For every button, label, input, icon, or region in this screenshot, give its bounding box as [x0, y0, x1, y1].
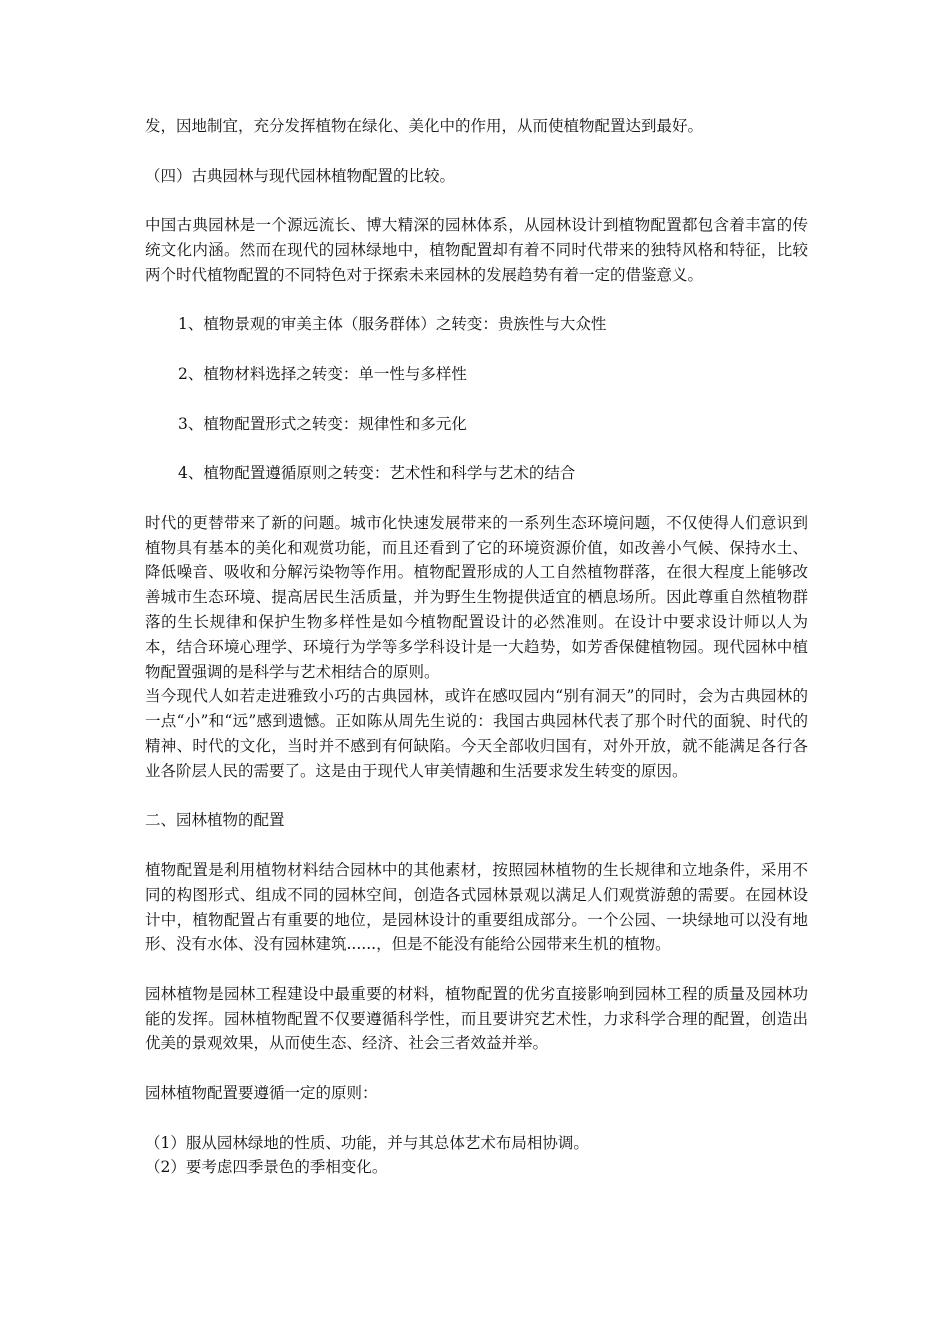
- list-item-1: 1、植物景观的审美主体（服务群体）之转变：贵族性与大众性: [178, 315, 607, 334]
- principle-item-2: （2）要考虑四季景色的季相变化。: [145, 1158, 388, 1177]
- section-heading-four: （四）古典园林与现代园林植物配置的比较。: [145, 166, 456, 185]
- list-item-3: 3、植物配置形式之转变：规律性和多元化: [178, 414, 467, 433]
- paragraph-plant-configuration: 植物配置是利用植物材料结合园林中的其他素材，按照园林植物的生长规律和立地条件，采用不同的构图形式、组成不同的园林空间，创造各式园林景观以满足人们观赏游憩的需要。在园林设计中，植物配置占有重要的地位，是园林设计的重要组成部分。一个公园、一块绿地可以没有地形、没有水体、没有园林建筑......，但是不能没有能给公园带来生机的植物。: [145, 860, 808, 954]
- paragraph-principles-intro: 园林植物配置要遵循一定的原则：: [145, 1084, 378, 1103]
- document-body: [145, 114, 808, 1180]
- principle-item-1: （1）服从园林绿地的性质、功能，并与其总体艺术布局相协调。: [145, 1133, 589, 1152]
- list-item-4: 4、植物配置遵循原则之转变：艺术性和科学与艺术的结合: [178, 464, 576, 483]
- paragraph-intro: 中国古典园林是一个源远流长、博大精深的园林体系，从园林设计到植物配置都包含着丰富的传统文化内涵。然而在现代的园林绿地中，植物配置却有着不同时代带来的独特风格和特征，比较两个时代植物配置的不同特色对于探索未来园林的发展趋势有着一定的借鉴意义。: [145, 216, 808, 284]
- paragraph-continuation: 发，因地制宜，充分发挥植物在绿化、美化中的作用，从而使植物配置达到最好。: [145, 117, 704, 135]
- section-heading-two: 二、园林植物的配置: [145, 811, 285, 830]
- paragraph-modern-visitors: 当今现代人如若走进雅致小巧的古典园林，或许在感叹园内“别有洞天”的同时，会为古典园林的一点“小”和“远”感到遗憾。正如陈从周先生说的：我国古典园林代表了那个时代的面貌、时代的精神、时代的文化，当时并不感到有何缺陷。今天全部收归国有，对外开放，就不能满足各行各业各阶层人民的需要了。这是由于现代人审美情趣和生活要求发生转变的原因。: [145, 687, 808, 780]
- paragraph-garden-plants: 园林植物是园林工程建设中最重要的材料，植物配置的优劣直接影响到园林工程的质量及园林功能的发挥。园林植物配置不仅要遵循科学性，而且要讲究艺术性，力求科学合理的配置，创造出优美的景观效果，从而使生态、经济、社会三者效益并举。: [145, 984, 808, 1053]
- paragraph-era-change: 时代的更替带来了新的问题。城市化快速发展带来的一系列生态环境问题，不仅使得人们意识到植物具有基本的美化和观赏功能，而且还看到了它的环境资源价值，如改善小气候、保持水土、降低噪音、吸收和分解污染物等作用。植物配置形成的人工自然植物群落，在很大程度上能够改善城市生态环境、提高居民生活质量，并为野生生物提供适宜的栖息场所。因此尊重自然植物群落的生长规律和保护生物多样性是如今植物配置设计的必然准则。在设计中要求设计师以人为本，结合环境心理学、环境行为学等多学科设计是一大趋势，如芳香保健植物园。现代园林中植物配置强调的是科学与艺术相结合的原则。: [145, 513, 808, 681]
- list-item-2: 2、植物材料选择之转变：单一性与多样性: [178, 364, 467, 383]
